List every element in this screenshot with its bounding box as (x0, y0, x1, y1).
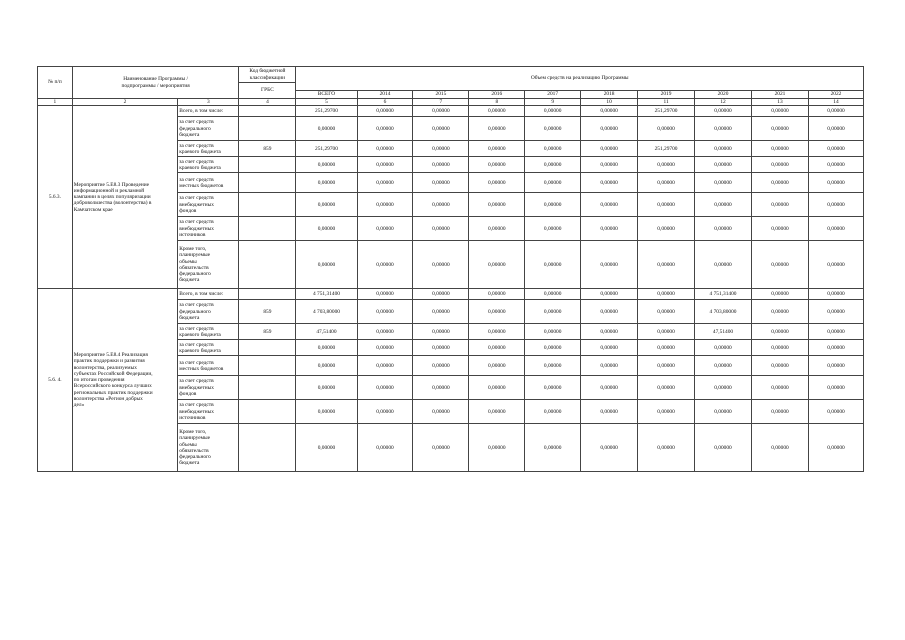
amount-cell: 0,00000 (751, 117, 808, 141)
amount-cell: 0,00000 (413, 400, 469, 424)
grbs-code: 859 (239, 300, 296, 324)
header-year: 2019 (638, 91, 695, 99)
amount-cell: 0,00000 (296, 217, 357, 241)
header-budget-code: Код бюджетной классификации (239, 67, 296, 83)
amount-cell: 0,00000 (413, 157, 469, 173)
header-year: 2020 (695, 91, 752, 99)
funding-source: за счет средств внебюджетных фондов (178, 376, 239, 400)
funding-source: Всего, в том числе: (178, 106, 239, 117)
activity-title: Мероприятие 5.Е8.4 Реализация практик поддержки и развития волонтерства, реализуемых субъектах Российской Федерации, по итогам проведения Всероссийского конкурса лучших региональных практик поддержки волонтерства «Регион добрых дел» (72, 289, 177, 472)
amount-cell: 0,00000 (357, 217, 413, 241)
amount-cell: 0,00000 (638, 193, 695, 217)
amount-cell: 0,00000 (469, 173, 525, 193)
amount-cell: 251,29700 (296, 141, 357, 157)
amount-cell: 0,00000 (413, 173, 469, 193)
amount-cell: 0,00000 (638, 300, 695, 324)
amount-cell: 0,00000 (581, 241, 638, 289)
amount-cell: 0,00000 (525, 106, 581, 117)
amount-cell: 0,00000 (296, 340, 357, 356)
amount-cell: 0,00000 (469, 193, 525, 217)
amount-cell: 0,00000 (525, 241, 581, 289)
header-year: ВСЕГО (296, 91, 357, 99)
amount-cell: 0,00000 (751, 289, 808, 300)
amount-cell: 0,00000 (581, 141, 638, 157)
funding-source: за счет средств краевого бюджета (178, 340, 239, 356)
column-index: 6 (357, 99, 413, 106)
column-index: 11 (638, 99, 695, 106)
amount-cell: 0,00000 (413, 117, 469, 141)
amount-cell: 0,00000 (581, 289, 638, 300)
amount-cell: 0,00000 (469, 356, 525, 376)
amount-cell: 0,00000 (581, 400, 638, 424)
amount-cell: 0,00000 (751, 173, 808, 193)
amount-cell: 0,00000 (413, 141, 469, 157)
grbs-code: 859 (239, 141, 296, 157)
amount-cell: 0,00000 (581, 324, 638, 340)
amount-cell: 0,00000 (413, 193, 469, 217)
amount-cell: 0,00000 (638, 400, 695, 424)
amount-cell: 0,00000 (638, 376, 695, 400)
amount-cell: 0,00000 (413, 241, 469, 289)
amount-cell: 0,00000 (413, 106, 469, 117)
amount-cell: 0,00000 (525, 400, 581, 424)
amount-cell: 0,00000 (296, 193, 357, 217)
amount-cell: 0,00000 (808, 376, 863, 400)
amount-cell: 0,00000 (695, 340, 752, 356)
amount-cell: 0,00000 (808, 157, 863, 173)
grbs-code (239, 217, 296, 241)
header-name: Наименование Программы / подпрограммы / мероприятия (72, 67, 239, 99)
funding-source: за счет средств внебюджетных источников (178, 217, 239, 241)
funding-source: Кроме того, планируемые объемы обязательств федерального бюджета (178, 241, 239, 289)
amount-cell: 0,00000 (469, 241, 525, 289)
amount-cell: 0,00000 (808, 424, 863, 472)
amount-cell: 0,00000 (469, 117, 525, 141)
amount-cell: 0,00000 (638, 324, 695, 340)
amount-cell: 0,00000 (638, 289, 695, 300)
table-row (38, 289, 864, 300)
amount-cell: 0,00000 (751, 141, 808, 157)
amount-cell: 0,00000 (581, 424, 638, 472)
amount-cell: 0,00000 (638, 340, 695, 356)
grbs-code (239, 106, 296, 117)
header-year: 2021 (751, 91, 808, 99)
amount-cell: 4 751,31400 (695, 289, 752, 300)
amount-cell: 0,00000 (581, 106, 638, 117)
amount-cell: 0,00000 (638, 424, 695, 472)
header-year: 2022 (808, 91, 863, 99)
funding-source: за счет средств краевого бюджета (178, 141, 239, 157)
amount-cell: 0,00000 (296, 400, 357, 424)
funding-source: за счет средств краевого бюджета (178, 324, 239, 340)
amount-cell: 0,00000 (695, 241, 752, 289)
amount-cell: 0,00000 (638, 217, 695, 241)
amount-cell: 0,00000 (357, 141, 413, 157)
amount-cell: 0,00000 (357, 173, 413, 193)
amount-cell: 0,00000 (751, 300, 808, 324)
funding-source: Всего, в том числе: (178, 289, 239, 300)
amount-cell: 0,00000 (581, 340, 638, 356)
grbs-code (239, 424, 296, 472)
amount-cell: 0,00000 (581, 193, 638, 217)
amount-cell: 0,00000 (695, 141, 752, 157)
amount-cell: 0,00000 (808, 340, 863, 356)
header-year: 2018 (581, 91, 638, 99)
amount-cell: 0,00000 (638, 157, 695, 173)
amount-cell: 0,00000 (695, 376, 752, 400)
amount-cell: 0,00000 (525, 376, 581, 400)
grbs-code (239, 157, 296, 173)
amount-cell: 0,00000 (808, 400, 863, 424)
amount-cell: 47,51400 (296, 324, 357, 340)
amount-cell: 0,00000 (296, 424, 357, 472)
amount-cell: 0,00000 (469, 217, 525, 241)
amount-cell: 0,00000 (581, 356, 638, 376)
amount-cell: 0,00000 (413, 424, 469, 472)
amount-cell: 0,00000 (469, 141, 525, 157)
amount-cell: 0,00000 (751, 400, 808, 424)
amount-cell: 251,29700 (296, 106, 357, 117)
grbs-code (239, 289, 296, 300)
funding-source: за счет средств внебюджетных фондов (178, 193, 239, 217)
amount-cell: 0,00000 (357, 300, 413, 324)
amount-cell: 0,00000 (525, 117, 581, 141)
activity-code: 5.6. 4. (38, 289, 73, 472)
grbs-code (239, 376, 296, 400)
amount-cell: 0,00000 (525, 173, 581, 193)
amount-cell: 0,00000 (808, 324, 863, 340)
header-num: № п/п (38, 67, 73, 99)
amount-cell: 4 703,80000 (695, 300, 752, 324)
column-index: 9 (525, 99, 581, 106)
amount-cell: 0,00000 (581, 376, 638, 400)
amount-cell: 0,00000 (638, 241, 695, 289)
amount-cell: 0,00000 (469, 289, 525, 300)
table-row (38, 106, 864, 117)
amount-cell: 0,00000 (525, 193, 581, 217)
amount-cell: 0,00000 (357, 193, 413, 217)
amount-cell: 0,00000 (413, 376, 469, 400)
column-index: 12 (695, 99, 752, 106)
header-volume: Объем средств на реализацию Программы (296, 67, 864, 91)
amount-cell: 0,00000 (525, 356, 581, 376)
amount-cell: 0,00000 (695, 424, 752, 472)
amount-cell: 0,00000 (695, 217, 752, 241)
amount-cell: 0,00000 (581, 217, 638, 241)
amount-cell: 0,00000 (357, 340, 413, 356)
amount-cell: 0,00000 (695, 356, 752, 376)
amount-cell: 0,00000 (808, 173, 863, 193)
funding-source: Кроме того, планируемые объемы обязательств федерального бюджета (178, 424, 239, 472)
amount-cell: 0,00000 (751, 340, 808, 356)
amount-cell: 0,00000 (525, 289, 581, 300)
grbs-code (239, 400, 296, 424)
amount-cell: 0,00000 (357, 241, 413, 289)
amount-cell: 0,00000 (357, 289, 413, 300)
amount-cell: 0,00000 (357, 157, 413, 173)
column-index: 1 (38, 99, 73, 106)
amount-cell: 0,00000 (296, 356, 357, 376)
header-year: 2016 (469, 91, 525, 99)
amount-cell: 0,00000 (808, 217, 863, 241)
amount-cell: 0,00000 (296, 241, 357, 289)
grbs-code (239, 241, 296, 289)
grbs-code (239, 193, 296, 217)
amount-cell: 0,00000 (808, 241, 863, 289)
amount-cell: 0,00000 (581, 117, 638, 141)
amount-cell: 251,29700 (638, 106, 695, 117)
amount-cell: 0,00000 (525, 141, 581, 157)
grbs-code (239, 173, 296, 193)
amount-cell: 0,00000 (296, 157, 357, 173)
grbs-code (239, 117, 296, 141)
amount-cell: 0,00000 (751, 356, 808, 376)
amount-cell: 0,00000 (413, 356, 469, 376)
amount-cell: 0,00000 (357, 324, 413, 340)
grbs-code: 859 (239, 324, 296, 340)
amount-cell: 0,00000 (808, 356, 863, 376)
amount-cell: 0,00000 (413, 340, 469, 356)
amount-cell: 0,00000 (525, 300, 581, 324)
amount-cell: 0,00000 (751, 241, 808, 289)
amount-cell: 251,29700 (638, 141, 695, 157)
amount-cell: 0,00000 (695, 157, 752, 173)
amount-cell: 0,00000 (469, 376, 525, 400)
budget-table (37, 66, 864, 472)
amount-cell: 0,00000 (808, 289, 863, 300)
amount-cell: 0,00000 (525, 424, 581, 472)
amount-cell: 4 751,31400 (296, 289, 357, 300)
amount-cell: 0,00000 (695, 117, 752, 141)
funding-source: за счет средств местных бюджетов (178, 356, 239, 376)
amount-cell: 0,00000 (695, 106, 752, 117)
column-index: 8 (469, 99, 525, 106)
amount-cell: 0,00000 (751, 193, 808, 217)
column-index: 5 (296, 99, 357, 106)
column-index: 7 (413, 99, 469, 106)
amount-cell: 0,00000 (581, 300, 638, 324)
header-year: 2015 (413, 91, 469, 99)
amount-cell: 0,00000 (751, 324, 808, 340)
amount-cell: 0,00000 (296, 376, 357, 400)
amount-cell: 0,00000 (357, 356, 413, 376)
amount-cell: 0,00000 (357, 117, 413, 141)
amount-cell: 0,00000 (296, 117, 357, 141)
amount-cell: 0,00000 (357, 106, 413, 117)
amount-cell: 0,00000 (525, 157, 581, 173)
amount-cell: 4 703,80000 (296, 300, 357, 324)
amount-cell: 0,00000 (469, 424, 525, 472)
activity-title: Мероприятие 5.Е8.3 Проведение информационной и рекламной кампании в целях популяризации добровольчества (волонтерства) в Камчатском крае (72, 106, 177, 289)
amount-cell: 0,00000 (469, 340, 525, 356)
amount-cell: 0,00000 (638, 117, 695, 141)
amount-cell: 0,00000 (469, 400, 525, 424)
funding-source: за счет средств местных бюджетов (178, 173, 239, 193)
amount-cell: 0,00000 (581, 157, 638, 173)
amount-cell: 0,00000 (751, 217, 808, 241)
amount-cell: 0,00000 (469, 324, 525, 340)
amount-cell: 0,00000 (525, 324, 581, 340)
column-index: 4 (239, 99, 296, 106)
funding-source: за счет средств внебюджетных источников (178, 400, 239, 424)
amount-cell: 0,00000 (413, 300, 469, 324)
amount-cell: 0,00000 (751, 106, 808, 117)
activity-code: 5.6.3. (38, 106, 73, 289)
column-index: 13 (751, 99, 808, 106)
amount-cell: 0,00000 (808, 117, 863, 141)
column-index: 3 (178, 99, 239, 106)
amount-cell: 0,00000 (695, 173, 752, 193)
column-index: 2 (72, 99, 177, 106)
funding-source: за счет средств федерального бюджета (178, 117, 239, 141)
amount-cell: 0,00000 (469, 157, 525, 173)
amount-cell: 0,00000 (581, 173, 638, 193)
amount-cell: 0,00000 (638, 173, 695, 193)
amount-cell: 0,00000 (525, 340, 581, 356)
amount-cell: 0,00000 (413, 289, 469, 300)
amount-cell: 0,00000 (695, 400, 752, 424)
grbs-code (239, 356, 296, 376)
amount-cell: 0,00000 (751, 424, 808, 472)
amount-cell: 0,00000 (357, 376, 413, 400)
header-grbs: ГРБС (239, 83, 296, 99)
amount-cell: 47,51400 (695, 324, 752, 340)
amount-cell: 0,00000 (525, 217, 581, 241)
funding-source: за счет средств федерального бюджета (178, 300, 239, 324)
amount-cell: 0,00000 (413, 324, 469, 340)
amount-cell: 0,00000 (469, 300, 525, 324)
column-index: 10 (581, 99, 638, 106)
amount-cell: 0,00000 (808, 106, 863, 117)
amount-cell: 0,00000 (638, 356, 695, 376)
header-year: 2014 (357, 91, 413, 99)
amount-cell: 0,00000 (413, 217, 469, 241)
amount-cell: 0,00000 (808, 193, 863, 217)
amount-cell: 0,00000 (469, 106, 525, 117)
column-index: 14 (808, 99, 863, 106)
amount-cell: 0,00000 (296, 173, 357, 193)
amount-cell: 0,00000 (695, 193, 752, 217)
amount-cell: 0,00000 (751, 157, 808, 173)
amount-cell: 0,00000 (808, 141, 863, 157)
amount-cell: 0,00000 (808, 300, 863, 324)
header-year: 2017 (525, 91, 581, 99)
amount-cell: 0,00000 (751, 376, 808, 400)
amount-cell: 0,00000 (357, 424, 413, 472)
grbs-code (239, 340, 296, 356)
amount-cell: 0,00000 (357, 400, 413, 424)
funding-source: за счет средств краевого бюджета (178, 157, 239, 173)
